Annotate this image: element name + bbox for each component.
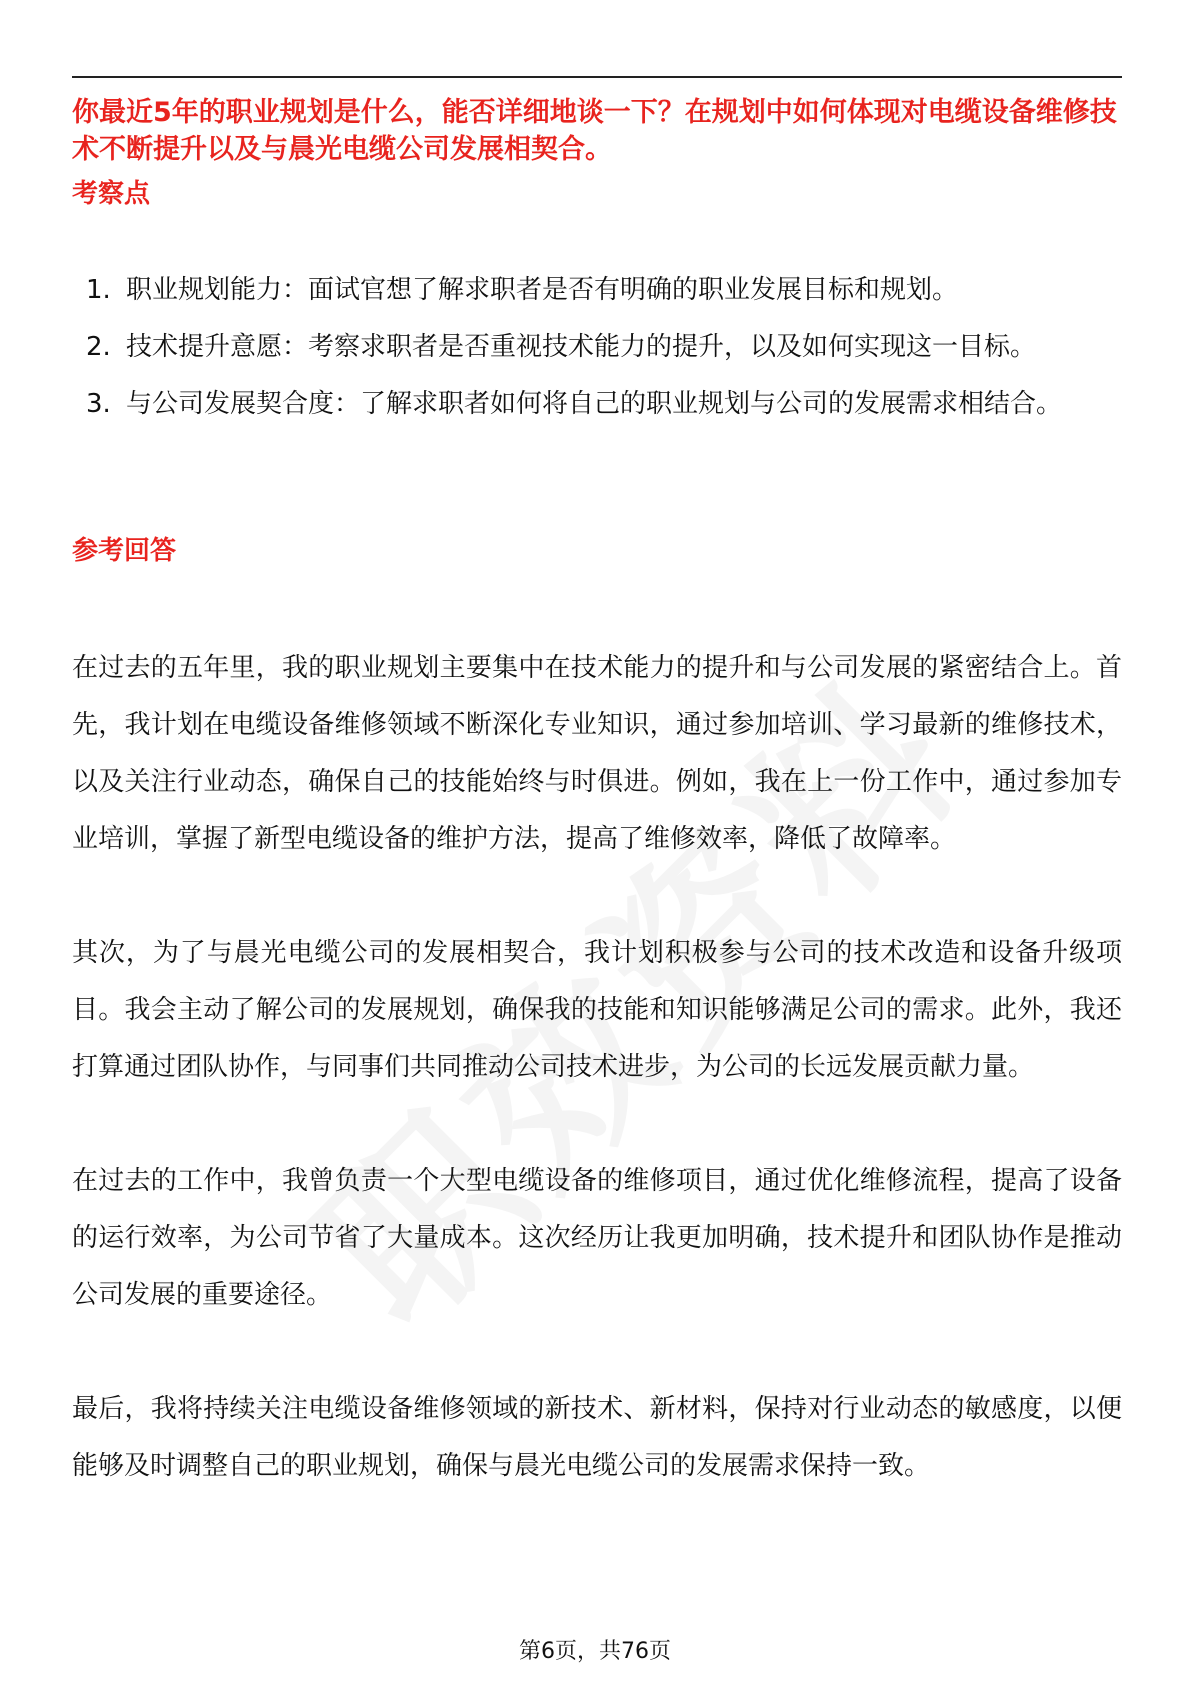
list-item [72, 262, 1122, 319]
list-item-number: 2. [86, 332, 111, 362]
answer-paragraph: 在过去的五年里，我的职业规划主要集中在技术能力的提升和与公司发展的紧密结合上。首先，我计划在电缆设备维修领域不断深化专业知识，通过参加培训、学习最新的维修技术，以及关注行业动态，确保自己的技能始终与时俱进。例如，我在上一份工作中，通过参加专业培训，掌握了新型电缆设备的维护方法，提高了维修效率，降低了故障率。 [72, 653, 1122, 854]
list-item-text: 与公司发展契合度：了解求职者如何将自己的职业规划与公司的发展需求相结合。 [126, 389, 1063, 419]
list-item-number: 3. [86, 389, 111, 419]
list-item [72, 376, 1122, 433]
list-item-number: 1. [86, 275, 111, 305]
list-item-text: 技术提升意愿：考察求职者是否重视技术能力的提升，以及如何实现这一目标。 [126, 332, 1037, 362]
page-footer: 第6页，共76页 [519, 1639, 671, 1664]
list-item [72, 319, 1122, 376]
top-divider [72, 76, 1122, 78]
answer-body [72, 640, 1122, 1552]
list-item-text: 职业规划能力：面试官想了解求职者是否有明确的职业发展目标和规划。 [126, 275, 959, 305]
answer-paragraph: 在过去的工作中，我曾负责一个大型电缆设备的维修项目，通过优化维修流程，提高了设备的运行效率，为公司节省了大量成本。这次经历让我更加明确，技术提升和团队协作是推动公司发展的重要途径。 [72, 1166, 1122, 1310]
question-heading: 你最近5年的职业规划是什么，能否详细地谈一下？在规划中如何体现对电缆设备维修技术不断提升以及与晨光电缆公司发展相契合。 [72, 97, 1117, 165]
answer-section-title: 参考回答 [72, 536, 177, 566]
points-list [72, 262, 1122, 433]
points-section-title: 考察点 [72, 179, 151, 209]
answer-paragraph: 最后，我将持续关注电缆设备维修领域的新技术、新材料，保持对行业动态的敏感度，以便能够及时调整自己的职业规划，确保与晨光电缆公司的发展需求保持一致。 [72, 1394, 1122, 1481]
answer-paragraph: 其次，为了与晨光电缆公司的发展相契合，我计划积极参与公司的技术改造和设备升级项目。我会主动了解公司的发展规划，确保我的技能和知识能够满足公司的需求。此外，我还打算通过团队协作，与同事们共同推动公司技术进步，为公司的长远发展贡献力量。 [72, 938, 1122, 1082]
